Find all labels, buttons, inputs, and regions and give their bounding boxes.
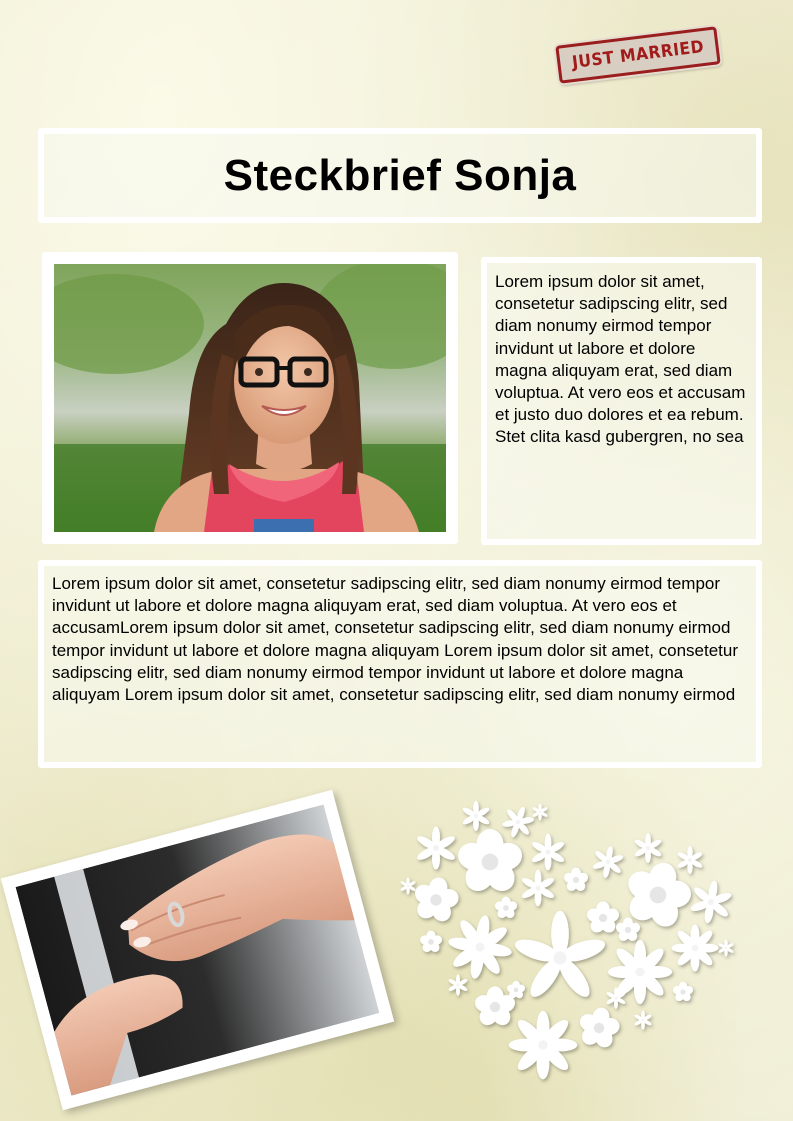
flower-icon	[509, 1011, 577, 1079]
flower-icon	[573, 1004, 624, 1053]
main-text: Lorem ipsum dolor sit amet, consetetur sadipscing elitr, sed diam nonumy eirmod tempor invidunt ut labore et dolore magna aliquyam erat, sed diam voluptua. At vero eos et accusamLorem ipsum dolor sit amet, consetetur sadipscing elitr, sed diam nonumy eirmod tempor invidunt ut labore et dolore magna aliquyam Lorem ipsum dolor sit amet, consetetur sadipscing elitr, sed diam nonumy eirmod tempor invidunt ut labore et dolore magna aliquyam Lorem ipsum dolor sit amet, consetetur sadipscing elitr, sed diam nonumy eirmod	[52, 574, 739, 705]
flower-icon	[521, 870, 556, 906]
flower-icon	[494, 897, 518, 920]
flower-icon	[462, 801, 491, 831]
flower-icon	[718, 939, 734, 956]
flower-icon	[531, 834, 566, 870]
flower-icon	[400, 877, 416, 894]
flower-icon	[448, 974, 469, 995]
ring-photo-frame	[1, 790, 394, 1111]
side-text: Lorem ipsum dolor sit amet, consetetur sadipscing elitr, sed diam nonumy eirmod tempor invidunt ut labore et dolore magna aliquyam erat, sed diam voluptua. At vero eos et accusam et justo duo dolores et ea rebum. Stet clita kasd gubergren, no sea	[495, 272, 746, 447]
flower-icon	[677, 846, 704, 874]
flower-icon	[585, 902, 621, 936]
flower-icon	[532, 803, 548, 820]
portrait-frame	[42, 252, 458, 544]
stamp-text: JUST MARRIED	[570, 36, 706, 74]
flower-icon	[443, 910, 517, 984]
side-text-box	[481, 257, 762, 545]
title-box	[38, 128, 762, 223]
portrait-photo	[54, 264, 446, 532]
page-title: Steckbrief Sonja	[223, 151, 577, 200]
flower-icon	[634, 1010, 652, 1029]
flower-icon	[419, 931, 443, 954]
flower-icon	[672, 982, 694, 1003]
flower-icon	[455, 829, 526, 897]
ring-photo	[15, 804, 379, 1095]
flower-icon	[615, 918, 642, 943]
flower-icon	[671, 924, 718, 971]
flower-icon	[590, 844, 626, 881]
flower-heart-decoration	[398, 800, 738, 1085]
flower-icon	[687, 877, 735, 926]
just-married-stamp	[555, 26, 720, 83]
flower-icon	[408, 873, 464, 927]
main-text-box	[38, 560, 762, 768]
flower-icon	[498, 802, 538, 843]
flower-icon	[634, 833, 663, 863]
flower-icon	[415, 827, 456, 870]
flower-icon	[563, 868, 590, 893]
